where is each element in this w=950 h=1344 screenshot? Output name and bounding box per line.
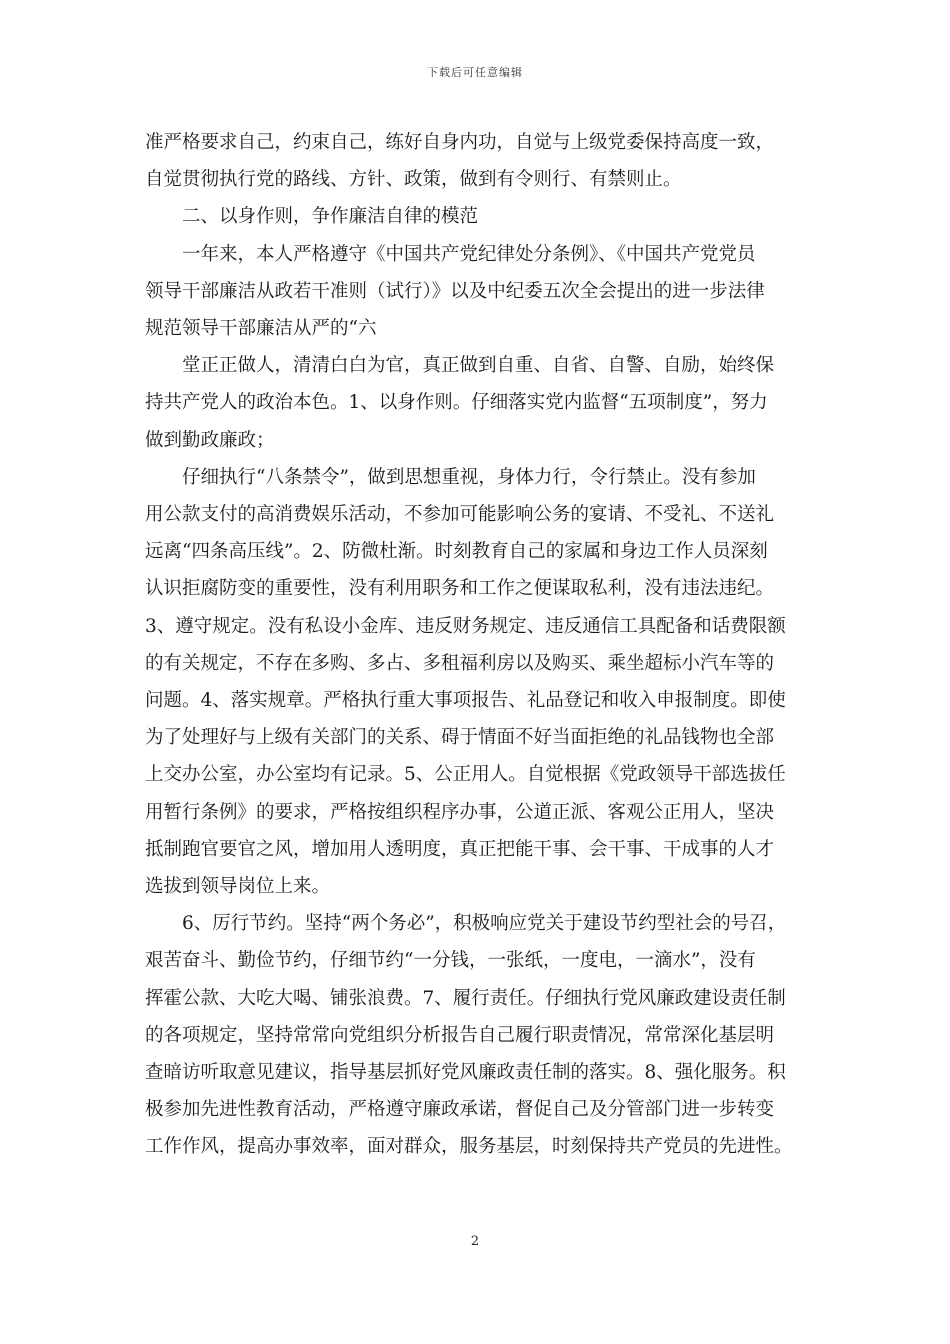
text-line: 抵制跑官要官之风，增加用人透明度，真正把能干事、会干事、干成事的人才 — [145, 838, 775, 860]
text-line: 二、以身作则，争作廉洁自律的模范 — [182, 206, 479, 228]
text-line: 做到勤政廉政； — [145, 429, 275, 451]
text-line: 一年来，本人严格遵守《中国共产党纪律处分条例》、《中国共产党党员 — [182, 243, 756, 265]
text-line: 的有关规定，不存在多购、多占、多租福利房以及购买、乘坐超标小汽车等的 — [145, 652, 775, 674]
text-line: 查暗访听取意见建议，指导基层抓好党风廉政责任制的落实。8、强化服务。积 — [145, 1062, 786, 1084]
text-line: 为了处理好与上级有关部门的关系、碍于情面不好当面拒绝的礼品钱物也全部 — [145, 727, 775, 749]
text-line: 工作作风，提高办事效率，面对群众，服务基层，时刻保持共产党员的先进性。 — [145, 1136, 793, 1158]
text-line: 认识拒腐防变的重要性，没有利用职务和工作之便谋取私利，没有违法违纪。 — [145, 578, 775, 600]
header-note: 下载后可任意编辑 — [427, 66, 523, 79]
text-line: 用公款支付的高消费娱乐活动，不参加可能影响公务的宴请、不受礼、不送礼 — [145, 504, 775, 526]
text-line: 自觉贯彻执行党的路线、方针、政策，做到有令则行、有禁则止。 — [145, 169, 682, 191]
text-line: 准严格要求自己，约束自己，练好自身内功，自觉与上级党委保持高度一致， — [145, 132, 775, 153]
text-line: 的各项规定，坚持常常向党组织分析报告自己履行职责情况，常常深化基层明 — [145, 1024, 775, 1046]
text-line: 问题。4、落实规章。严格执行重大事项报告、礼品登记和收入申报制度。即使 — [145, 690, 786, 712]
page-number: 2 — [470, 1234, 480, 1249]
text-line: 选拔到领导岗位上来。 — [145, 876, 331, 898]
text-line: 6、厉行节约。坚持“两个务必”，积极响应党关于建设节约型社会的号召， — [182, 913, 787, 935]
text-line: 堂正正做人，清清白白为官，真正做到自重、自省、自警、自励，始终保 — [182, 355, 775, 377]
text-line: 上交办公室，办公室均有记录。5、公正用人。自觉根据《党政领导干部选拔任 — [145, 764, 786, 786]
text-line: 远离“四条高压线”。2、防微杜渐。时刻教育自己的家属和身边工作人员深刻 — [145, 541, 768, 563]
text-line: 艰苦奋斗、勤俭节约，仔细节约“一分钱，一张纸，一度电，一滴水”，没有 — [145, 950, 756, 972]
text-line: 3、遵守规定。没有私设小金库、违反财务规定、违反通信工具配备和话费限额 — [145, 615, 786, 637]
text-line: 规范领导干部廉洁从严的“六 — [145, 318, 377, 340]
text-line: 挥霍公款、大吃大喝、铺张浪费。7、履行责任。仔细执行党风廉政建设责任制 — [145, 987, 786, 1009]
text-line: 仔细执行“八条禁令”，做到思想重视，身体力行，令行禁止。没有参加 — [182, 466, 756, 488]
document-body — [145, 124, 810, 1166]
text-line: 极参加先进性教育活动，严格遵守廉政承诺，督促自己及分管部门进一步转变 — [145, 1099, 775, 1121]
text-line: 持共产党人的政治本色。1、以身作则。仔细落实党内监督“五项制度”，努力 — [145, 392, 768, 414]
text-line: 领导干部廉洁从政若干准则（试行）》以及中纪委五次全会提出的进一步法律 — [145, 280, 765, 302]
text-line: 用暂行条例》的要求，严格按组织程序办事，公道正派、客观公正用人，坚决 — [145, 801, 775, 823]
